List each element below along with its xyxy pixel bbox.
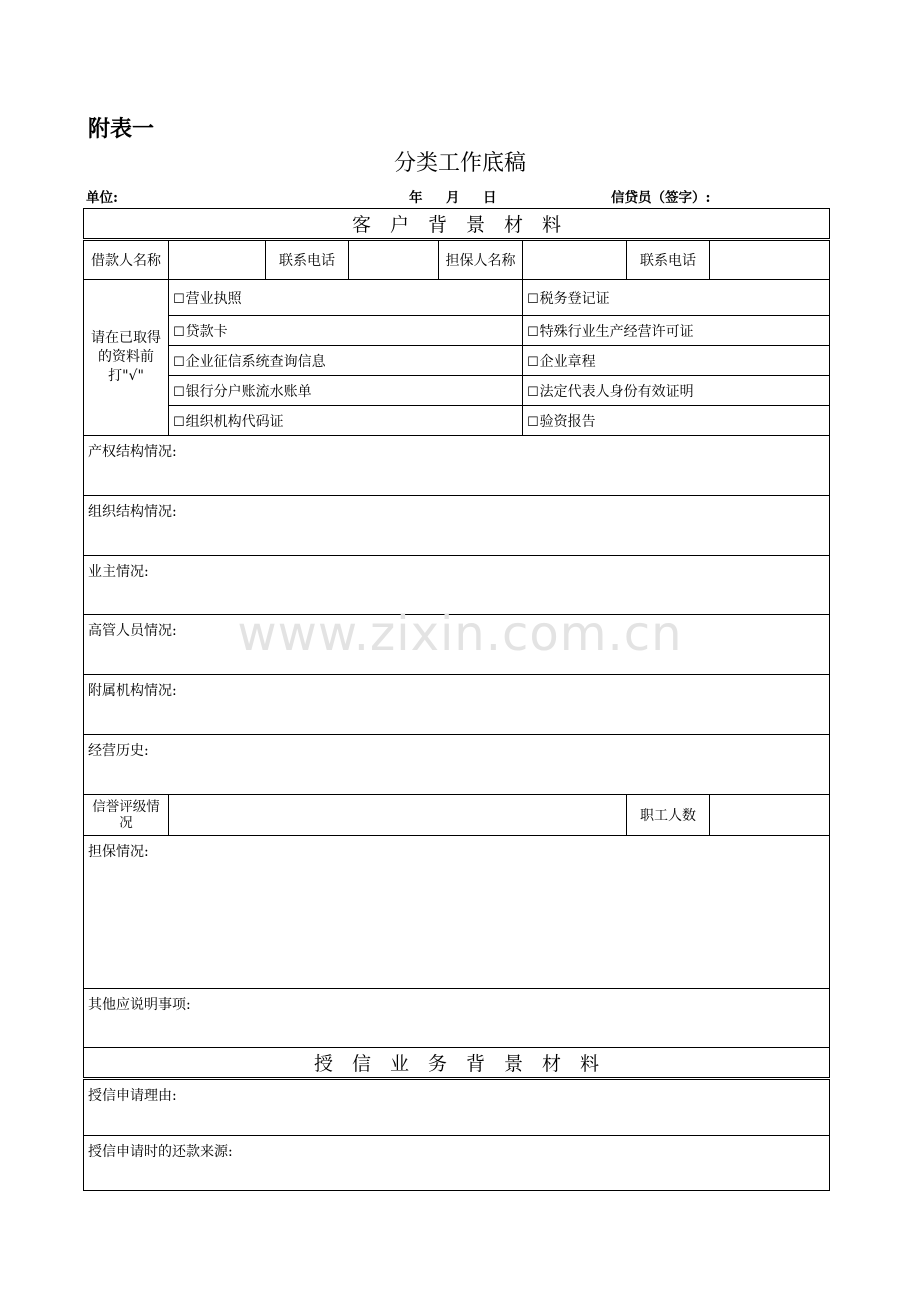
- form-title: 分类工作底稿: [393, 151, 526, 176]
- organization-structure-field[interactable]: 组织结构情况:: [84, 496, 830, 556]
- credit-rating-label: 信誉评级情况: [84, 795, 169, 836]
- checklist-item[interactable]: ☐贷款卡: [169, 316, 523, 346]
- checkbox-icon[interactable]: ☐: [173, 354, 185, 370]
- checkbox-icon[interactable]: ☐: [527, 291, 539, 307]
- customer-background-section-title: 客 户 背 景 材 料: [84, 209, 830, 240]
- executives-info-field[interactable]: 高管人员情况:: [84, 615, 830, 675]
- checklist-item[interactable]: ☐组织机构代码证: [169, 406, 523, 436]
- checkbox-icon[interactable]: ☐: [173, 291, 185, 307]
- checkbox-icon[interactable]: ☐: [173, 414, 185, 430]
- classification-worksheet-table: [83, 208, 830, 1191]
- credit-rating-field[interactable]: [169, 795, 627, 836]
- owner-info-field[interactable]: 业主情况:: [84, 556, 830, 615]
- employee-count-label: 职工人数: [627, 795, 710, 836]
- ownership-structure-field[interactable]: 产权结构情况:: [84, 436, 830, 496]
- checkbox-icon[interactable]: ☐: [173, 384, 185, 400]
- repayment-source-field[interactable]: 授信申请时的还款来源:: [84, 1136, 830, 1191]
- borrower-name-label: 借款人名称: [84, 240, 169, 280]
- month-label: 月: [446, 190, 460, 206]
- checkbox-icon[interactable]: ☐: [527, 354, 539, 370]
- checklist-item[interactable]: ☐银行分户账流水账单: [169, 376, 523, 406]
- loan-officer-signature-label: 信贷员（签字）:: [611, 190, 711, 206]
- checklist-item[interactable]: ☐营业执照: [169, 280, 523, 316]
- day-label: 日: [483, 190, 497, 206]
- checkbox-icon[interactable]: ☐: [173, 324, 185, 340]
- guarantor-phone-label: 联系电话: [627, 240, 710, 280]
- year-label: 年: [409, 190, 423, 206]
- checklist-item[interactable]: ☐特殊行业生产经营许可证: [523, 316, 830, 346]
- watermark: www.zixin.com.cn: [237, 606, 683, 662]
- checklist-instruction: 请在已取得的资料前打"√": [84, 280, 169, 436]
- credit-application-reason-field[interactable]: 授信申请理由:: [84, 1079, 830, 1136]
- other-notes-field[interactable]: 其他应说明事项:: [84, 989, 830, 1048]
- unit-label: 单位:: [86, 190, 118, 206]
- borrower-phone-field[interactable]: [349, 240, 439, 280]
- guarantee-info-field[interactable]: 担保情况:: [84, 836, 830, 989]
- guarantor-phone-field[interactable]: [710, 240, 830, 280]
- checklist-item[interactable]: ☐验资报告: [523, 406, 830, 436]
- business-history-field[interactable]: 经营历史:: [84, 735, 830, 795]
- borrower-name-field[interactable]: [169, 240, 266, 280]
- checkbox-icon[interactable]: ☐: [527, 384, 539, 400]
- checklist-item[interactable]: ☐税务登记证: [523, 280, 830, 316]
- employee-count-field[interactable]: [710, 795, 830, 836]
- checklist-item[interactable]: ☐企业章程: [523, 346, 830, 376]
- guarantor-name-field[interactable]: [523, 240, 627, 280]
- checklist-item[interactable]: ☐企业征信系统查询信息: [169, 346, 523, 376]
- checkbox-icon[interactable]: ☐: [527, 414, 539, 430]
- checklist-item[interactable]: ☐法定代表人身份有效证明: [523, 376, 830, 406]
- checkbox-icon[interactable]: ☐: [527, 324, 539, 340]
- affiliates-info-field[interactable]: 附属机构情况:: [84, 675, 830, 735]
- appendix-label: 附表一: [88, 117, 155, 142]
- credit-business-section-title: 授 信 业 务 背 景 材 料: [84, 1048, 830, 1079]
- guarantor-name-label: 担保人名称: [439, 240, 523, 280]
- borrower-phone-label: 联系电话: [266, 240, 349, 280]
